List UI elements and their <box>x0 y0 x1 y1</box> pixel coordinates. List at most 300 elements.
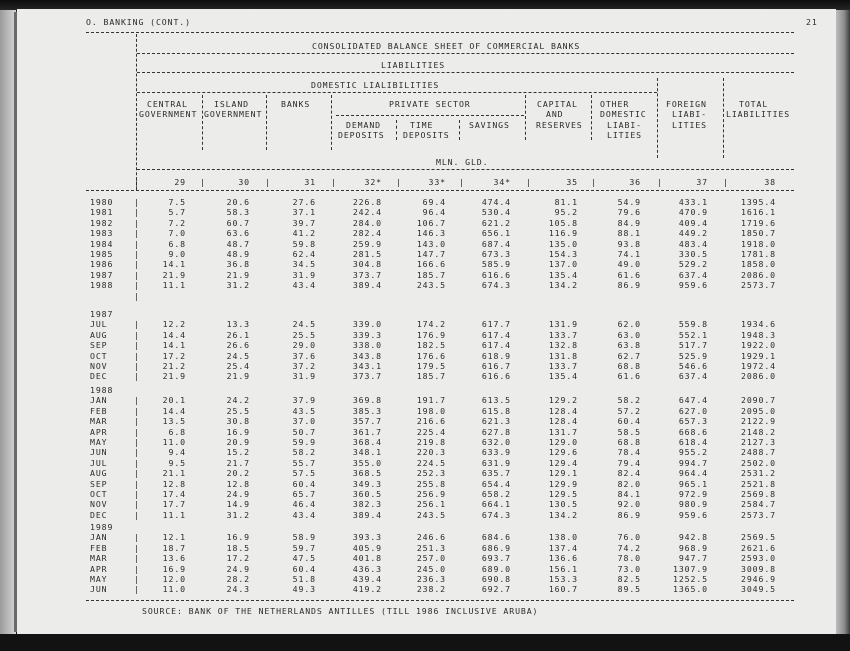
cell-value: 552.1 <box>678 329 708 340</box>
table-row <box>0 371 850 381</box>
stub-separator: | <box>134 395 140 406</box>
cell-value: 1858.0 <box>741 259 776 270</box>
cell-value: 31.2 <box>226 509 250 520</box>
table-row <box>0 197 850 207</box>
column-code: 32* <box>364 177 382 187</box>
cell-value: 17.2 <box>226 553 250 564</box>
row-period: SEP <box>90 340 108 351</box>
cell-value: 17.7 <box>162 499 186 510</box>
cell-value: 2569.5 <box>741 532 776 543</box>
cell-value: 647.4 <box>678 395 708 406</box>
year-heading: 1988 <box>90 385 114 395</box>
cell-value: 133.7 <box>548 361 578 371</box>
cell-value: 1929.1 <box>741 350 776 361</box>
row-period: OCT <box>90 350 108 361</box>
cell-value: 51.8 <box>292 574 316 584</box>
cell-value: 48.9 <box>226 249 250 259</box>
stub-separator: | <box>134 553 140 564</box>
cell-value: 1781.8 <box>741 249 776 259</box>
col-divider <box>723 78 724 158</box>
stub-separator: | <box>134 478 140 489</box>
row-period: OCT <box>90 489 108 499</box>
stub-separator: | <box>134 290 140 301</box>
column-separator: | <box>591 177 597 187</box>
cell-value: 37.1 <box>292 207 316 218</box>
col-header-other-3: LIABI- <box>607 120 642 130</box>
table-row <box>0 553 850 563</box>
cell-value: 13.3 <box>226 319 250 330</box>
cell-value: 343.8 <box>352 350 382 361</box>
cell-value: 48.7 <box>226 238 250 249</box>
table-row <box>0 280 850 290</box>
cell-value: 12.1 <box>162 532 186 543</box>
cell-value: 16.9 <box>226 532 250 543</box>
cell-value: 185.7 <box>416 269 446 280</box>
col-header-other-4: LITIES <box>607 130 642 140</box>
cell-value: 174.2 <box>416 319 446 330</box>
cell-value: 31.9 <box>292 269 316 280</box>
col-header-demand-1: DEMAND <box>346 120 381 130</box>
cell-value: 942.8 <box>678 532 708 543</box>
table-row <box>0 543 850 553</box>
col-header-capital-2: AND <box>546 109 564 119</box>
column-separator: | <box>459 177 465 187</box>
cell-value: 2122.9 <box>741 416 776 427</box>
cell-value: 1922.0 <box>741 340 776 351</box>
col-header-savings: SAVINGS <box>469 120 510 130</box>
cell-value: 78.4 <box>617 447 641 458</box>
cell-value: 73.0 <box>617 563 641 574</box>
cell-value: 658.2 <box>481 489 511 499</box>
cell-value: 81.1 <box>554 197 578 207</box>
cell-value: 58.2 <box>617 395 641 406</box>
cell-value: 252.3 <box>416 468 446 479</box>
stub-separator: | <box>134 280 140 291</box>
cell-value: 621.3 <box>481 416 511 427</box>
table-row <box>0 218 850 228</box>
cell-value: 129.6 <box>548 447 578 458</box>
cell-value: 198.0 <box>416 405 446 416</box>
cell-value: 617.7 <box>481 319 511 330</box>
cell-value: 1616.1 <box>741 207 776 218</box>
cell-value: 84.9 <box>617 217 641 228</box>
cell-value: 43.4 <box>292 509 316 520</box>
column-code: 33* <box>428 177 446 187</box>
table-row <box>0 228 850 238</box>
cell-value: 28.2 <box>226 574 250 584</box>
cell-value: 393.3 <box>352 532 382 543</box>
table-row <box>0 319 850 329</box>
cell-value: 1719.6 <box>741 217 776 228</box>
stub-separator: | <box>134 426 140 437</box>
cell-value: 2086.0 <box>741 371 776 382</box>
cell-value: 185.7 <box>416 371 446 382</box>
cell-value: 128.4 <box>548 405 578 416</box>
row-period: MAR <box>90 416 108 427</box>
stub-separator: | <box>134 217 140 228</box>
cell-value: 11.1 <box>162 280 186 291</box>
cell-value: 62.7 <box>617 350 641 361</box>
stub-separator: | <box>134 542 140 553</box>
cell-value: 138.0 <box>548 532 578 543</box>
col-header-other-2: DOMESTIC <box>600 109 647 119</box>
cell-value: 86.9 <box>617 509 641 520</box>
col-divider <box>396 120 397 140</box>
cell-value: 409.4 <box>678 217 708 228</box>
row-period: JAN <box>90 395 108 406</box>
cell-value: 129.1 <box>548 468 578 479</box>
stub-separator: | <box>134 405 140 416</box>
cell-value: 17.2 <box>162 350 186 361</box>
cell-value: 251.3 <box>416 542 446 553</box>
column-code: 36 <box>629 177 641 187</box>
cell-value: 668.6 <box>678 426 708 437</box>
cell-value: 7.0 <box>168 228 186 239</box>
cell-value: 483.4 <box>678 238 708 249</box>
cell-value: 339.0 <box>352 319 382 330</box>
column-code: 29 <box>174 177 186 187</box>
cell-value: 449.2 <box>678 228 708 239</box>
cell-value: 627.0 <box>678 405 708 416</box>
cell-value: 60.4 <box>292 478 316 489</box>
column-separator: | <box>331 177 337 187</box>
col-header-central-2: GOVERNMENT <box>139 109 198 119</box>
year-heading: 1989 <box>90 522 114 532</box>
cell-value: 129.5 <box>548 489 578 499</box>
cell-value: 134.2 <box>548 280 578 291</box>
stub-separator: | <box>134 371 140 382</box>
row-period: MAR <box>90 553 108 564</box>
cell-value: 41.2 <box>292 228 316 239</box>
col-header-central-1: CENTRAL <box>147 99 188 109</box>
cell-value: 9.5 <box>168 457 186 468</box>
column-code: 30 <box>238 177 250 187</box>
cell-value: 63.8 <box>617 340 641 351</box>
stub-separator: | <box>134 319 140 330</box>
cell-value: 947.7 <box>678 553 708 564</box>
cell-value: 2569.8 <box>741 489 776 499</box>
cell-value: 255.8 <box>416 478 446 489</box>
cell-value: 62.4 <box>292 249 316 259</box>
cell-value: 24.9 <box>226 489 250 499</box>
cell-value: 136.6 <box>548 553 578 564</box>
cell-value: 529.2 <box>678 259 708 270</box>
cell-value: 236.3 <box>416 574 446 584</box>
cell-value: 176.9 <box>416 329 446 340</box>
cell-value: 153.3 <box>548 574 578 584</box>
column-code: 37 <box>696 177 708 187</box>
cell-value: 348.1 <box>352 447 382 458</box>
cell-value: 361.7 <box>352 426 382 437</box>
cell-value: 26.6 <box>226 340 250 351</box>
cell-value: 690.8 <box>481 574 511 584</box>
row-period: 1988 <box>90 280 114 291</box>
cell-value: 11.1 <box>162 509 186 520</box>
cell-value: 46.4 <box>292 499 316 510</box>
cell-value: 2090.7 <box>741 395 776 406</box>
col-header-time-1: TIME <box>410 120 434 130</box>
table-row <box>0 427 850 437</box>
cell-value: 37.2 <box>292 361 316 371</box>
cell-value: 2573.7 <box>741 509 776 520</box>
header-bottom-rule <box>86 190 794 191</box>
cell-value: 176.6 <box>416 350 446 361</box>
cell-value: 58.2 <box>292 447 316 458</box>
cell-value: 525.9 <box>678 350 708 361</box>
cell-value: 616.6 <box>481 269 511 280</box>
row-period: 1984 <box>90 238 114 249</box>
cell-value: 2593.0 <box>741 553 776 564</box>
year-heading-row <box>0 309 850 319</box>
cell-value: 656.1 <box>481 228 511 239</box>
cell-value: 246.6 <box>416 532 446 543</box>
cell-value: 436.3 <box>352 563 382 574</box>
cell-value: 135.4 <box>548 371 578 382</box>
cell-value: 182.5 <box>416 340 446 351</box>
stub-separator: | <box>134 468 140 479</box>
col-header-capital-1: CAPITAL <box>537 99 578 109</box>
row-period: DEC <box>90 371 108 382</box>
cell-value: 11.0 <box>162 437 186 447</box>
cell-value: 631.9 <box>481 457 511 468</box>
cell-value: 69.4 <box>422 197 446 207</box>
cell-value: 20.1 <box>162 395 186 406</box>
column-separator: | <box>200 177 206 187</box>
cell-value: 2488.7 <box>741 447 776 458</box>
cell-value: 470.9 <box>678 207 708 218</box>
cell-value: 55.7 <box>292 457 316 468</box>
cell-value: 20.2 <box>226 468 250 479</box>
cell-value: 58.3 <box>226 207 250 218</box>
cell-value: 147.7 <box>416 249 446 259</box>
cell-value: 21.9 <box>162 371 186 382</box>
cell-value: 11.0 <box>162 584 186 595</box>
cell-value: 256.9 <box>416 489 446 499</box>
cell-value: 618.9 <box>481 350 511 361</box>
cell-value: 79.4 <box>617 457 641 468</box>
cell-value: 585.9 <box>481 259 511 270</box>
col-header-total-2: LIABILITIES <box>726 109 791 119</box>
cell-value: 59.9 <box>292 437 316 447</box>
cell-value: 633.9 <box>481 447 511 458</box>
cell-value: 84.1 <box>617 489 641 499</box>
row-period: JUL <box>90 319 108 330</box>
cell-value: 65.7 <box>292 489 316 499</box>
cell-value: 621.2 <box>481 217 511 228</box>
table-row <box>0 468 850 478</box>
cell-value: 14.1 <box>162 340 186 351</box>
stub-separator: | <box>134 259 140 270</box>
cell-value: 674.3 <box>481 280 511 291</box>
cell-value: 92.0 <box>617 499 641 510</box>
section-title: O. BANKING (CONT.) <box>86 17 191 27</box>
cell-value: 21.9 <box>162 269 186 280</box>
cell-value: 76.0 <box>617 532 641 543</box>
col-divider <box>202 95 203 150</box>
cell-value: 61.6 <box>617 371 641 382</box>
cell-value: 405.9 <box>352 542 382 553</box>
cell-value: 343.1 <box>352 361 382 371</box>
table-row <box>0 437 850 447</box>
cell-value: 357.7 <box>352 416 382 427</box>
cell-value: 30.8 <box>226 416 250 427</box>
row-period: NOV <box>90 361 108 371</box>
cell-value: 129.9 <box>548 478 578 489</box>
stub-separator: | <box>134 238 140 249</box>
cell-value: 635.7 <box>481 468 511 479</box>
cell-value: 29.0 <box>292 340 316 351</box>
row-period: MAY <box>90 574 108 584</box>
cell-value: 133.7 <box>548 329 578 340</box>
cell-value: 25.5 <box>226 405 250 416</box>
source-note: SOURCE: BANK OF THE NETHERLANDS ANTILLES (TILL 1986 INCLUSIVE ARUBA) <box>142 606 539 616</box>
cell-value: 994.7 <box>678 457 708 468</box>
stub-separator: | <box>134 584 140 595</box>
table-row <box>0 447 850 457</box>
cell-value: 49.0 <box>617 259 641 270</box>
stub-separator: | <box>134 269 140 280</box>
stub-separator: | <box>134 532 140 543</box>
cell-value: 146.3 <box>416 228 446 239</box>
cell-value: 373.7 <box>352 371 382 382</box>
cell-value: 1307.9 <box>673 563 708 574</box>
table-row <box>0 207 850 217</box>
cell-value: 617.4 <box>481 329 511 340</box>
cell-value: 21.2 <box>162 361 186 371</box>
stub-separator: | <box>134 457 140 468</box>
cell-value: 654.4 <box>481 478 511 489</box>
cell-value: 657.3 <box>678 416 708 427</box>
cell-value: 25.5 <box>292 329 316 340</box>
row-period: APR <box>90 563 108 574</box>
table-row <box>0 340 850 350</box>
cell-value: 14.4 <box>162 405 186 416</box>
cell-value: 68.8 <box>617 437 641 447</box>
cell-value: 37.0 <box>292 416 316 427</box>
table-row <box>0 330 850 340</box>
cell-value: 1252.5 <box>673 574 708 584</box>
cell-value: 58.9 <box>292 532 316 543</box>
cell-value: 16.9 <box>162 563 186 574</box>
cell-value: 1918.0 <box>741 238 776 249</box>
cell-value: 530.4 <box>481 207 511 218</box>
cell-value: 131.8 <box>548 350 578 361</box>
cell-value: 2502.0 <box>741 457 776 468</box>
cell-value: 245.0 <box>416 563 446 574</box>
column-code: 31 <box>304 177 316 187</box>
cell-value: 21.1 <box>162 468 186 479</box>
table-row <box>0 239 850 249</box>
row-period: 1981 <box>90 207 114 218</box>
row-period: AUG <box>90 468 108 479</box>
cell-value: 627.8 <box>481 426 511 437</box>
cell-value: 21.9 <box>226 269 250 280</box>
stub-separator: | <box>134 416 140 427</box>
row-period: MAY <box>90 437 108 447</box>
cell-value: 616.6 <box>481 371 511 382</box>
cell-value: 61.6 <box>617 269 641 280</box>
table-row <box>0 361 850 371</box>
cell-value: 24.5 <box>226 350 250 361</box>
group-rule <box>137 72 794 73</box>
stub-separator: | <box>134 329 140 340</box>
cell-value: 546.6 <box>678 361 708 371</box>
col-header-capital-3: RESERVES <box>536 120 583 130</box>
cell-value: 959.6 <box>678 280 708 291</box>
cell-value: 134.2 <box>548 509 578 520</box>
cell-value: 179.5 <box>416 361 446 371</box>
stub-separator: | <box>134 340 140 351</box>
cell-value: 687.4 <box>481 238 511 249</box>
private-sector-header: PRIVATE SECTOR <box>389 99 471 109</box>
cell-value: 368.4 <box>352 437 382 447</box>
stub-separator: | <box>134 574 140 584</box>
cell-value: 54.9 <box>617 197 641 207</box>
table-row <box>0 249 850 259</box>
col-header-demand-2: DEPOSITS <box>338 130 385 140</box>
cell-value: 559.8 <box>678 319 708 330</box>
cell-value: 674.3 <box>481 509 511 520</box>
cell-value: 12.2 <box>162 319 186 330</box>
cell-value: 82.0 <box>617 478 641 489</box>
table-row <box>0 489 850 499</box>
table-row <box>0 416 850 426</box>
stub-separator: | <box>134 509 140 520</box>
cell-value: 20.6 <box>226 197 250 207</box>
cell-value: 166.6 <box>416 259 446 270</box>
cell-value: 43.5 <box>292 405 316 416</box>
cell-value: 613.5 <box>481 395 511 406</box>
cell-value: 2531.2 <box>741 468 776 479</box>
cell-value: 224.5 <box>416 457 446 468</box>
table-row <box>0 406 850 416</box>
cell-value: 3049.5 <box>741 584 776 595</box>
cell-value: 6.8 <box>168 426 186 437</box>
table-row <box>0 499 850 509</box>
cell-value: 24.5 <box>292 319 316 330</box>
cell-value: 50.7 <box>292 426 316 437</box>
year-heading: 1987 <box>90 309 114 319</box>
col-divider <box>657 78 658 158</box>
unit-label: MLN. GLD. <box>436 157 489 167</box>
cell-value: 58.5 <box>617 426 641 437</box>
cell-value: 1850.7 <box>741 228 776 239</box>
cell-value: 12.8 <box>226 478 250 489</box>
stub-divider <box>136 34 137 190</box>
cell-value: 632.0 <box>481 437 511 447</box>
row-period: 1983 <box>90 228 114 239</box>
cell-value: 12.0 <box>162 574 186 584</box>
row-period: JUL <box>90 457 108 468</box>
cell-value: 137.0 <box>548 259 578 270</box>
cell-value: 68.8 <box>617 361 641 371</box>
cell-value: 355.0 <box>352 457 382 468</box>
cell-value: 617.4 <box>481 340 511 351</box>
cell-value: 36.8 <box>226 259 250 270</box>
column-code: 34* <box>493 177 511 187</box>
cell-value: 304.8 <box>352 259 382 270</box>
col-header-time-2: DEPOSITS <box>403 130 450 140</box>
title-rule <box>137 53 794 54</box>
cell-value: 47.5 <box>292 553 316 564</box>
cell-value: 82.5 <box>617 574 641 584</box>
stub-separator: | <box>134 447 140 458</box>
cell-value: 24.3 <box>226 584 250 595</box>
cell-value: 25.4 <box>226 361 250 371</box>
cell-value: 156.1 <box>548 563 578 574</box>
row-period: JAN <box>90 532 108 543</box>
cell-value: 616.7 <box>481 361 511 371</box>
